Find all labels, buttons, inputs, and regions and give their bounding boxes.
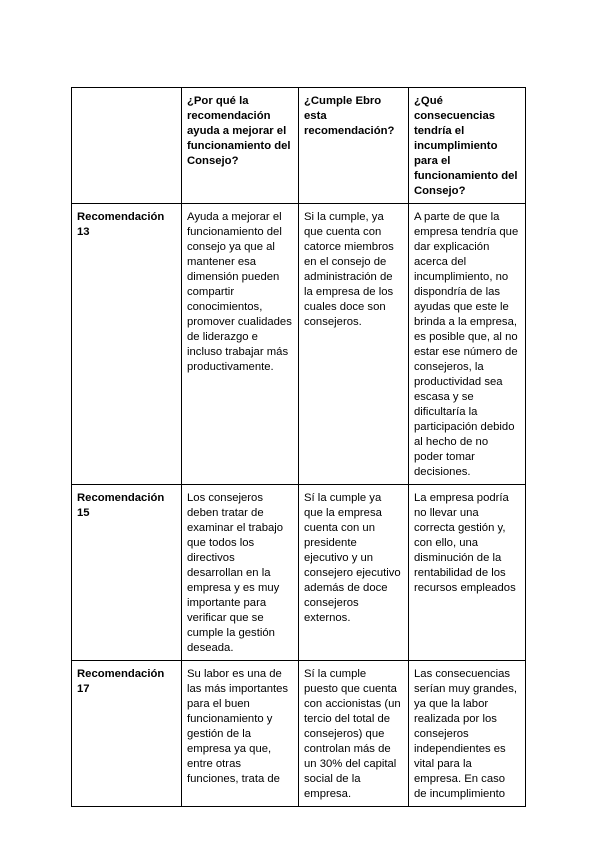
cell-consequences: Las consecuencias serían muy grandes, ya que la labor realizada por los consejeros independientes es vital para la empresa. En caso de incumplimiento <box>409 661 526 807</box>
table-row <box>72 485 526 661</box>
row-label: Recomendación 17 <box>72 661 182 807</box>
header-empty-cell <box>72 88 182 204</box>
cell-consequences: La empresa podría no llevar una correcta gestión y, con ello, una disminución de la rentabilidad de los recursos empleados <box>409 485 526 661</box>
header-complies: ¿Cumple Ebro esta recomendación? <box>299 88 409 204</box>
header-why: ¿Por qué la recomendación ayuda a mejorar el funcionamiento del Consejo? <box>182 88 299 204</box>
header-consequences: ¿Qué consecuencias tendría el incumplimiento para el funcionamiento del Consejo? <box>409 88 526 204</box>
recommendations-table <box>71 87 526 807</box>
cell-complies: Si la cumple, ya que cuenta con catorce miembros en el consejo de administración de la empresa de los cuales doce son consejeros. <box>299 204 409 485</box>
table-row <box>72 204 526 485</box>
cell-complies: Sí la cumple puesto que cuenta con accionistas (un tercio del total de consejeros) que controlan más de un 30% del capital social de la empresa. <box>299 661 409 807</box>
cell-why: Los consejeros deben tratar de examinar el trabajo que todos los directivos desarrollan en la empresa y es muy importante para verificar que se cumple la gestión deseada. <box>182 485 299 661</box>
table-row <box>72 661 526 807</box>
cell-complies: Sí la cumple ya que la empresa cuenta con un presidente ejecutivo y un consejero ejecutivo además de doce consejeros externos. <box>299 485 409 661</box>
row-label: Recomendación 15 <box>72 485 182 661</box>
cell-why: Ayuda a mejorar el funcionamiento del consejo ya que al mantener esa dimensión pueden compartir conocimientos, promover cualidades de liderazgo e incluso trabajar más productivamente. <box>182 204 299 485</box>
row-label: Recomendación 13 <box>72 204 182 485</box>
table-header-row <box>72 88 526 204</box>
cell-consequences: A parte de que la empresa tendría que dar explicación acerca del incumplimiento, no dispondría de las ayudas que este le brinda a la empresa, es posible que, al no estar ese número de consejeros, la productividad sea escasa y se dificultaría la participación debido al hecho de no poder tomar decisiones. <box>409 204 526 485</box>
cell-why: Su labor es una de las más importantes para el buen funcionamiento y gestión de la empresa ya que, entre otras funciones, trata de <box>182 661 299 807</box>
